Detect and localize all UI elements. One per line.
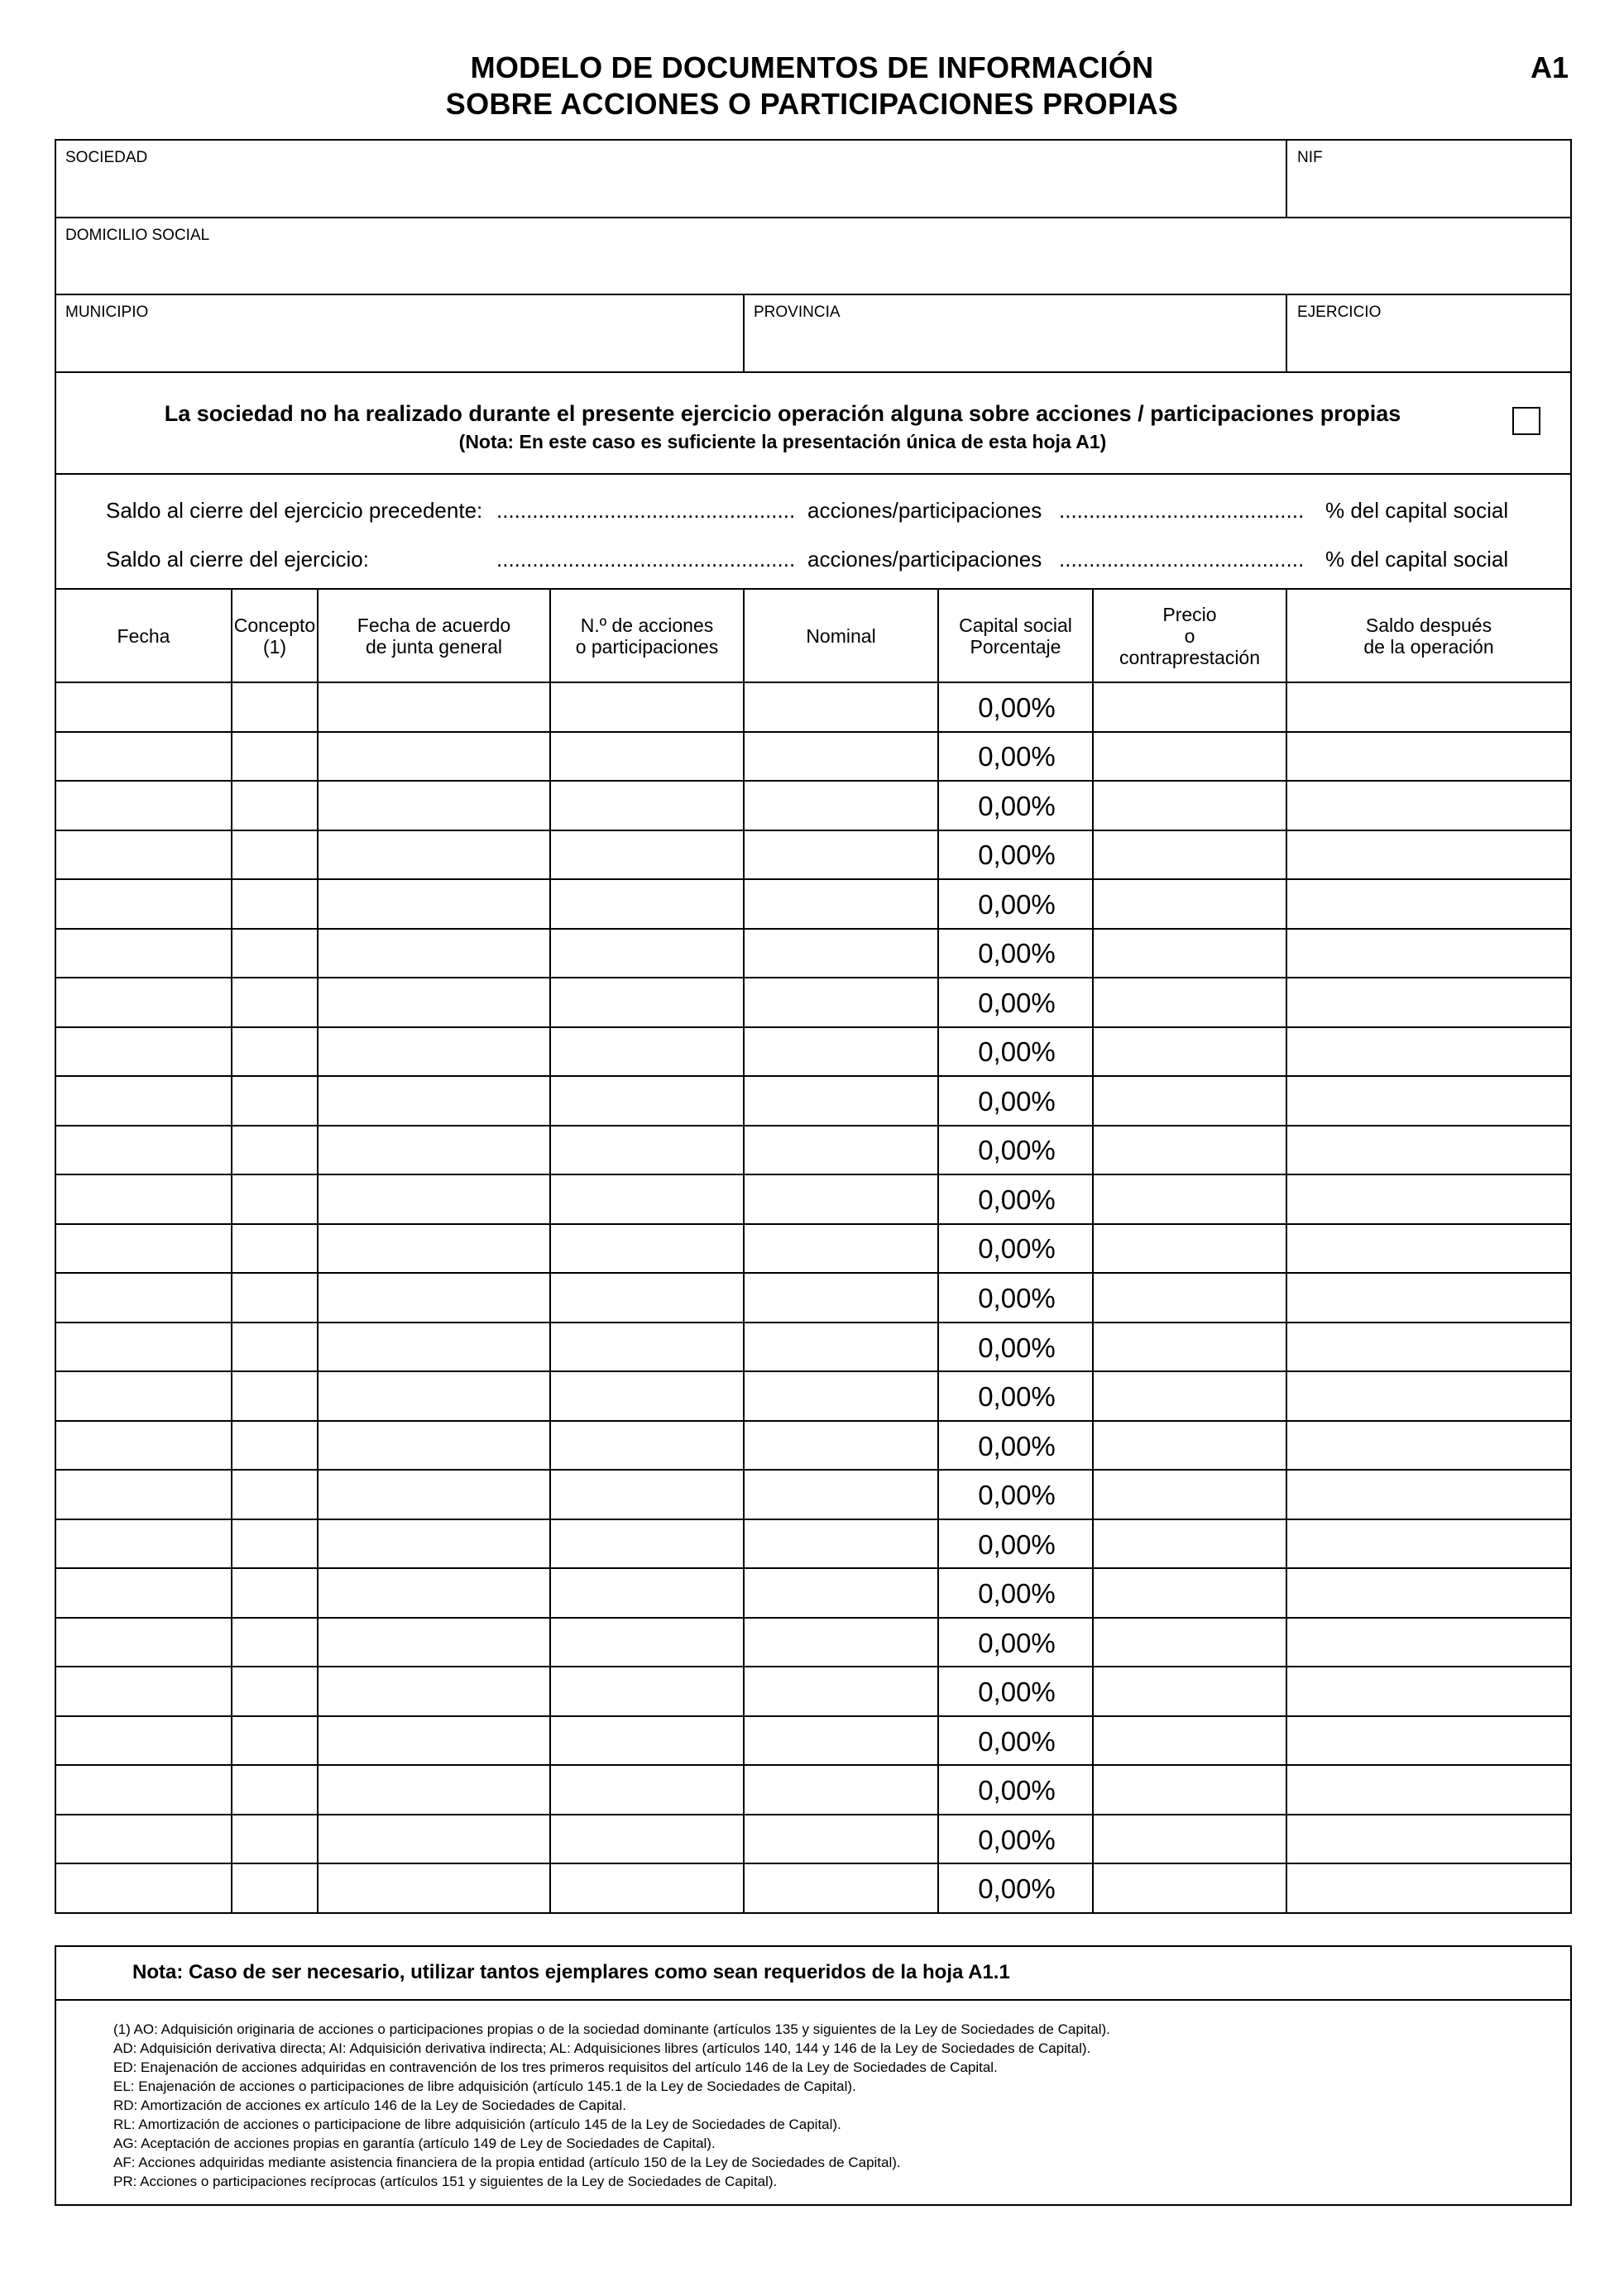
- table-row[interactable]: [56, 1323, 1570, 1371]
- row-capital-percentage: 0,00%: [978, 1036, 1056, 1067]
- domicilio-label: DOMICILIO SOCIAL: [65, 227, 210, 244]
- saldo-ejercicio-acciones-label: acciones/participaciones: [807, 547, 1042, 572]
- row-capital-percentage: 0,00%: [978, 1677, 1056, 1707]
- ejercicio-label: EJERCICIO: [1297, 304, 1382, 321]
- provincia-field[interactable]: [745, 295, 1286, 371]
- ejercicio-field[interactable]: [1287, 295, 1570, 371]
- footnote-line: AD: Adquisición derivativa directa; AI: Adquisición derivativa indirecta; AL: Adquisiciones libres (artículos 140, 144 y 146 de la Ley de Sociedades de Capital).: [113, 2040, 1091, 2056]
- domicilio-field[interactable]: [56, 218, 1570, 294]
- footnote-line: RL: Amortización de acciones o participacione de libre adquisición (artículo 145 de la Ley de Sociedades de Capital).: [113, 2117, 841, 2132]
- table-row[interactable]: [56, 1569, 1570, 1617]
- no-operations-checkbox[interactable]: [1512, 407, 1540, 435]
- footnote-line: PR: Acciones o participaciones recíprocas (artículos 151 y siguientes de la Ley de Sociedades de Capital).: [113, 2174, 778, 2189]
- saldo-ejercicio-acciones-input[interactable]: ..................................................: [496, 547, 796, 572]
- table-row[interactable]: [56, 1471, 1570, 1519]
- saldo-precedente-acciones-label: acciones/participaciones: [807, 498, 1042, 523]
- saldo-precedente-capital-input[interactable]: .........................................: [1059, 498, 1305, 523]
- row-capital-percentage: 0,00%: [978, 1233, 1056, 1264]
- saldo-ejercicio-capital-label: % del capital social: [1325, 547, 1509, 572]
- table-row[interactable]: [56, 1864, 1570, 1912]
- footnote-line: (1) AO: Adquisición originaria de acciones o participaciones propias o de la sociedad dominante (artículos 135 y siguientes de la Ley de Sociedades de Capital).: [113, 2021, 1110, 2037]
- table-row[interactable]: [56, 1126, 1570, 1174]
- form-title-line1: MODELO DE DOCUMENTOS DE INFORMACIÓN: [470, 50, 1154, 84]
- col-header-fecha: Fecha: [117, 624, 170, 647]
- table-row[interactable]: [56, 1028, 1570, 1076]
- row-capital-percentage: 0,00%: [978, 1184, 1056, 1215]
- table-row[interactable]: [56, 1766, 1570, 1814]
- form-title-line2: SOBRE ACCIONES O PARTICIPACIONES PROPIAS: [445, 87, 1179, 121]
- col-header-nominal: Nominal: [806, 624, 876, 647]
- row-capital-percentage: 0,00%: [978, 1431, 1056, 1461]
- sociedad-label: SOCIEDAD: [65, 149, 148, 166]
- table-row[interactable]: [56, 1274, 1570, 1322]
- row-capital-percentage: 0,00%: [978, 1628, 1056, 1658]
- table-row[interactable]: [56, 1077, 1570, 1125]
- row-capital-percentage: 0,00%: [978, 1578, 1056, 1609]
- col-header-capital-social: Capital social Porcentaje: [959, 614, 1072, 658]
- divider: [55, 473, 1572, 475]
- table-row[interactable]: [56, 880, 1570, 928]
- row-capital-percentage: 0,00%: [978, 741, 1056, 772]
- row-capital-percentage: 0,00%: [978, 1529, 1056, 1560]
- table-row[interactable]: [56, 1372, 1570, 1420]
- nif-field[interactable]: [1287, 141, 1570, 217]
- table-row[interactable]: [56, 782, 1570, 830]
- form-title: [0, 50, 1624, 122]
- row-capital-percentage: 0,00%: [978, 791, 1056, 821]
- row-capital-percentage: 0,00%: [978, 1283, 1056, 1313]
- col-header-precio: Precio o contraprestación: [1119, 603, 1261, 668]
- municipio-field[interactable]: [56, 295, 743, 371]
- row-capital-percentage: 0,00%: [978, 1726, 1056, 1757]
- row-capital-percentage: 0,00%: [978, 1135, 1056, 1165]
- divider: [55, 371, 1572, 373]
- footnote-line: ED: Enajenación de acciones adquiridas en contravención de los tres primeros requisitos del artículo 146 de la Ley de Sociedades de Capital.: [113, 2059, 998, 2075]
- row-capital-percentage: 0,00%: [978, 839, 1056, 870]
- nif-label: NIF: [1297, 149, 1323, 166]
- municipio-label: MUNICIPIO: [65, 304, 149, 321]
- saldo-precedente-capital-label: % del capital social: [1325, 498, 1509, 523]
- sociedad-field[interactable]: [56, 141, 1286, 217]
- table-row[interactable]: [56, 683, 1570, 731]
- footnote-line: RD: Amortización de acciones ex artículo 146 de la Ley de Sociedades de Capital.: [113, 2097, 626, 2113]
- no-operations-notice: La sociedad no ha realizado durante el presente ejercicio operación alguna sobre acciones / participaciones propias: [164, 401, 1401, 426]
- table-row[interactable]: [56, 733, 1570, 781]
- table-row[interactable]: [56, 978, 1570, 1026]
- row-capital-percentage: 0,00%: [978, 1332, 1056, 1363]
- row-capital-percentage: 0,00%: [978, 1086, 1056, 1117]
- row-capital-percentage: 0,00%: [978, 692, 1056, 723]
- table-row[interactable]: [56, 1717, 1570, 1765]
- row-capital-percentage: 0,00%: [978, 1873, 1056, 1904]
- col-header-saldo-despues: Saldo después de la operación: [1363, 614, 1494, 658]
- row-capital-percentage: 0,00%: [978, 1480, 1056, 1510]
- saldo-precedente-acciones-input[interactable]: ..................................................: [496, 498, 796, 523]
- provincia-label: PROVINCIA: [754, 304, 841, 321]
- table-row[interactable]: [56, 831, 1570, 879]
- row-capital-percentage: 0,00%: [978, 1381, 1056, 1412]
- saldo-precedente-label: Saldo al cierre del ejercicio precedente:: [106, 498, 483, 523]
- col-header-concepto: Concepto (1): [233, 614, 316, 658]
- row-capital-percentage: 0,00%: [978, 938, 1056, 969]
- row-capital-percentage: 0,00%: [978, 988, 1056, 1018]
- table-row[interactable]: [56, 1619, 1570, 1667]
- row-capital-percentage: 0,00%: [978, 1775, 1056, 1806]
- footnote-line: AF: Acciones adquiridas mediante asistencia financiera de la propia entidad (artículo 150 de la Ley de Sociedades de Capital).: [113, 2155, 901, 2170]
- table-row[interactable]: [56, 1422, 1570, 1470]
- footnote-line: EL: Enajenación de acciones o participaciones de libre adquisición (artículo 145.1 de la Ley de Sociedades de Capital).: [113, 2078, 856, 2094]
- table-row[interactable]: [56, 1225, 1570, 1273]
- row-capital-percentage: 0,00%: [978, 889, 1056, 920]
- table-row[interactable]: [56, 1667, 1570, 1715]
- form-code: A1: [1531, 50, 1569, 84]
- saldo-ejercicio-label: Saldo al cierre del ejercicio:: [106, 547, 369, 572]
- footnote-line: AG: Aceptación de acciones propias en garantía (artículo 149 de Ley de Sociedades de Capital).: [113, 2136, 716, 2151]
- footnote-title: Nota: Caso de ser necesario, utilizar tantos ejemplares como sean requeridos de la hoja A1.1: [132, 1961, 1010, 1983]
- col-header-fecha-acuerdo: Fecha de acuerdo de junta general: [357, 614, 511, 658]
- table-row[interactable]: [56, 1520, 1570, 1568]
- saldo-ejercicio-capital-input[interactable]: .........................................: [1059, 547, 1305, 572]
- row-capital-percentage: 0,00%: [978, 1825, 1056, 1855]
- col-header-num-acciones: N.º de acciones o participaciones: [575, 614, 719, 658]
- table-row[interactable]: [56, 1175, 1570, 1223]
- divider: [55, 1999, 1572, 2001]
- table-row[interactable]: [56, 930, 1570, 978]
- table-row[interactable]: [56, 1815, 1570, 1863]
- no-operations-note: (Nota: En este caso es suficiente la presentación única de esta hoja A1): [458, 431, 1107, 452]
